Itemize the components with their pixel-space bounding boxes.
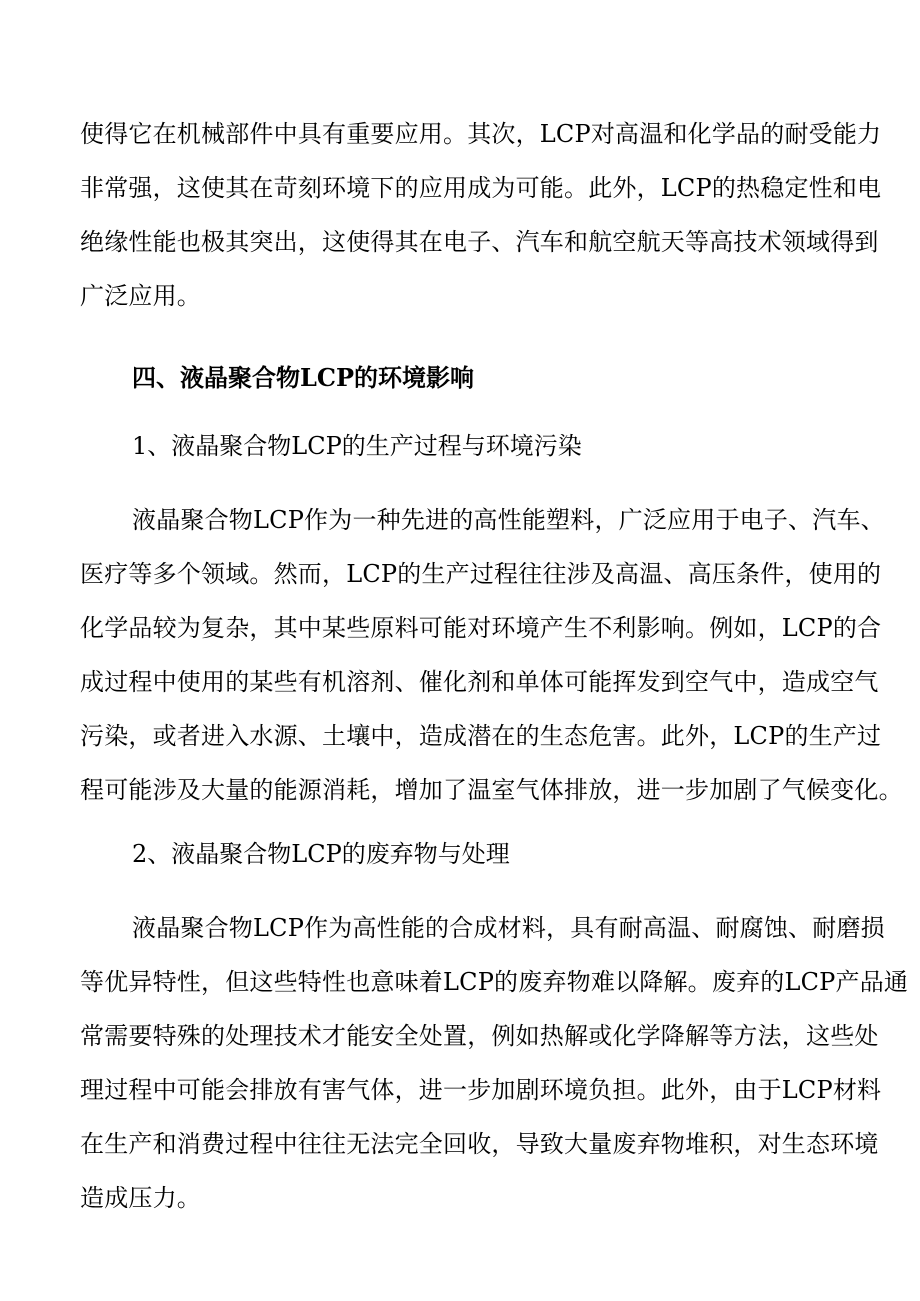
text-line: 广泛应用。 <box>80 282 201 310</box>
text-line: 非常强，这使其在苛刻环境下的应用成为可能。此外，LCP的热稳定性和电 <box>80 174 882 202</box>
text-line: 液晶聚合物LCP作为高性能的合成材料，具有耐高温、耐腐蚀、耐磨损 <box>132 914 885 942</box>
subsection-heading-1: 1、液晶聚合物LCP的生产过程与环境污染 <box>132 432 582 460</box>
subsection-1-paragraph <box>80 493 903 817</box>
text-line: 污染，或者进入水源、土壤中，造成潜在的生态危害。此外，LCP的生产过 <box>80 722 882 750</box>
text-line: 常需要特殊的处理技术才能安全处置，例如热解或化学降解等方法，这些处 <box>80 1022 879 1050</box>
text-line: 使得它在机械部件中具有重要应用。其次，LCP对高温和化学品的耐受能力 <box>80 120 882 148</box>
intro-paragraph <box>80 107 882 323</box>
text-line: 医疗等多个领域。然而，LCP的生产过程往往涉及高温、高压条件，使用的 <box>80 560 882 588</box>
text-line: 在生产和消费过程中往往无法完全回收，导致大量废弃物堆积，对生态环境 <box>80 1130 879 1158</box>
subsection-2-paragraph <box>80 901 909 1225</box>
text-line: 造成压力。 <box>80 1184 201 1212</box>
text-line: 绝缘性能也极其突出，这使得其在电子、汽车和航空航天等高技术领域得到 <box>80 228 879 256</box>
subsection-heading-2: 2、液晶聚合物LCP的废弃物与处理 <box>132 840 510 868</box>
text-line: 等优异特性，但这些特性也意味着LCP的废弃物难以降解。废弃的LCP产品通 <box>80 968 909 996</box>
text-line: 理过程中可能会排放有害气体，进一步加剧环境负担。此外，由于LCP材料 <box>80 1076 882 1104</box>
text-line: 液晶聚合物LCP作为一种先进的高性能塑料，广泛应用于电子、汽车、 <box>132 506 885 534</box>
text-line: 成过程中使用的某些有机溶剂、催化剂和单体可能挥发到空气中，造成空气 <box>80 668 879 696</box>
text-line: 化学品较为复杂，其中某些原料可能对环境产生不利影响。例如，LCP的合 <box>80 614 882 642</box>
text-line: 程可能涉及大量的能源消耗，增加了温室气体排放，进一步加剧了气候变化。 <box>80 776 903 804</box>
spacer <box>80 473 840 493</box>
spacer <box>80 323 840 351</box>
section-heading: 四、液晶聚合物LCP的环境影响 <box>132 363 475 392</box>
spacer <box>80 881 840 901</box>
document-body <box>80 107 909 1225</box>
